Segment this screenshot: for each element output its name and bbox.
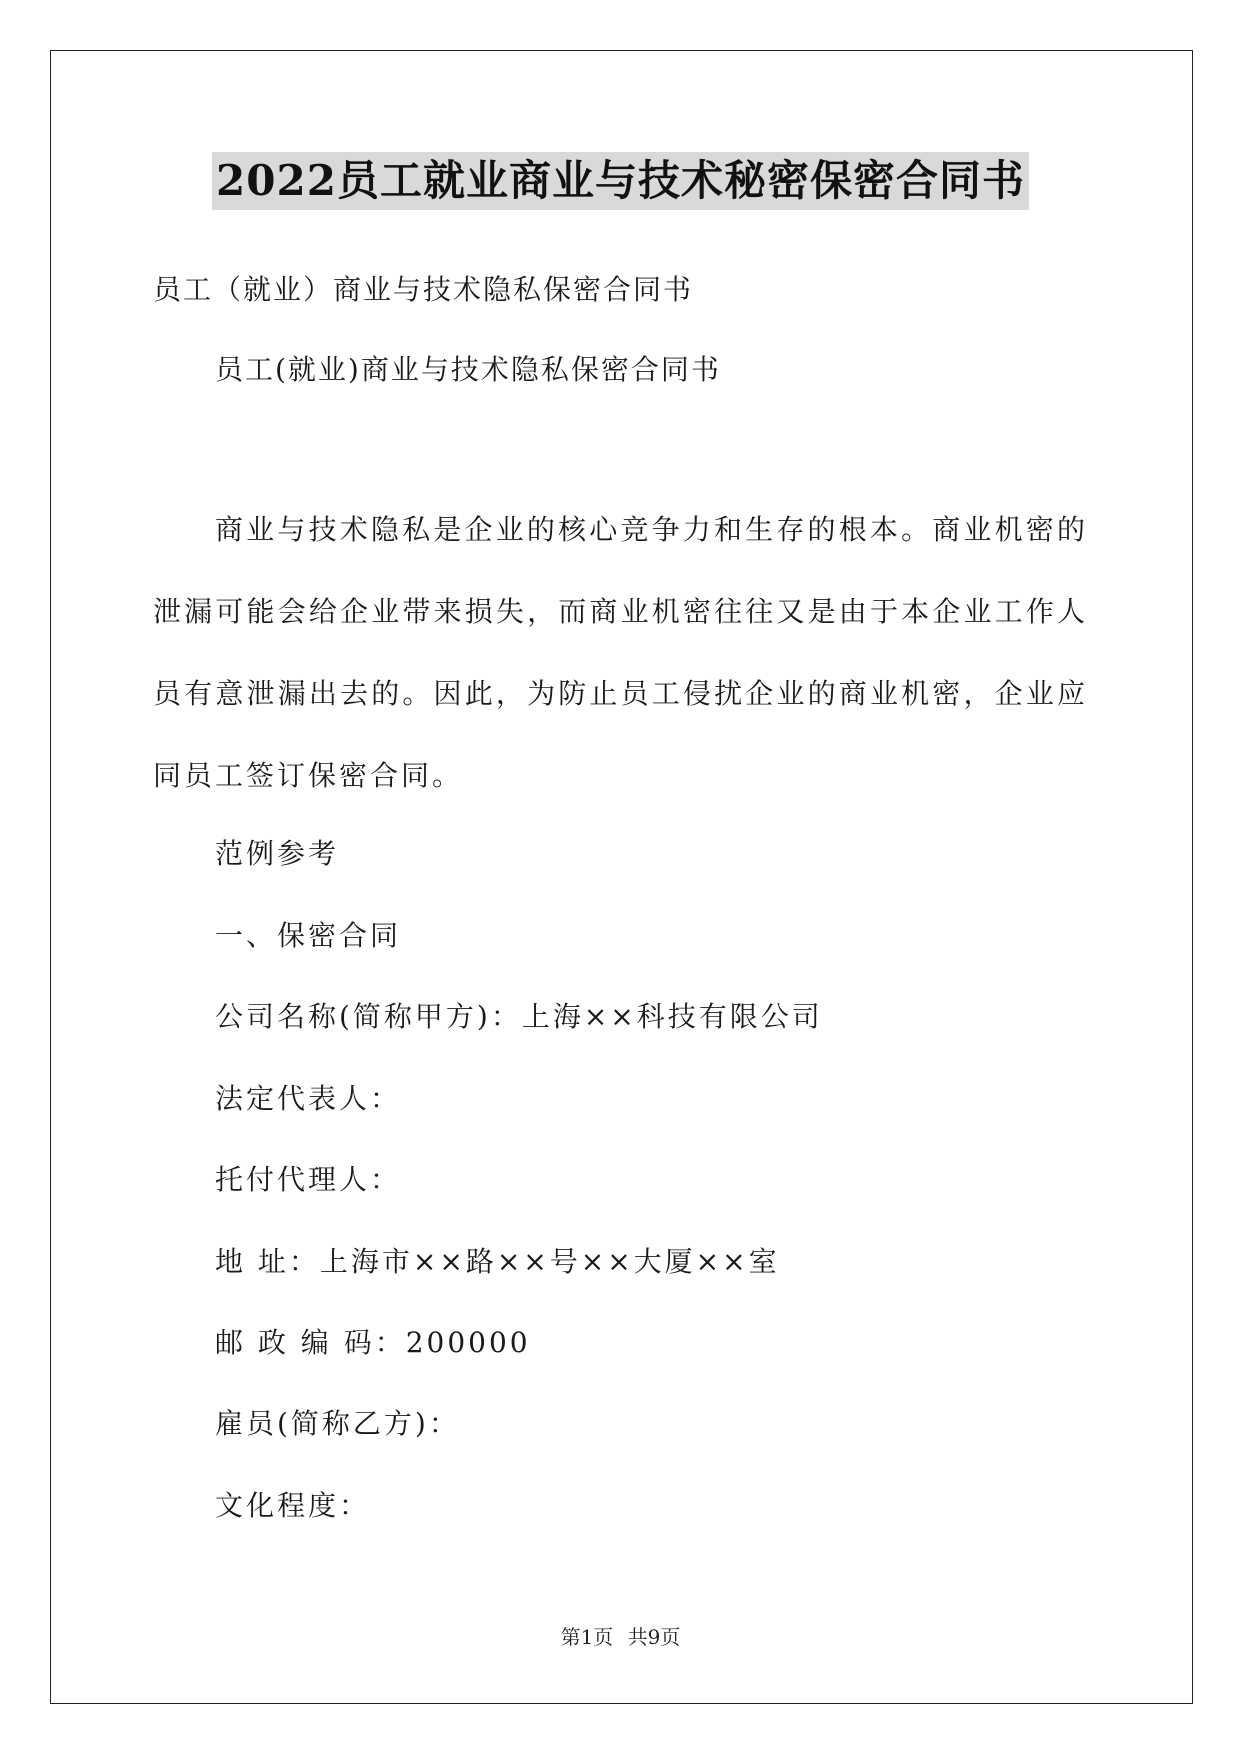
line-address: 地 址：上海市××路××号××大厦××室: [215, 1245, 780, 1278]
line-authorized-agent: 托付代理人：: [215, 1163, 402, 1196]
subtitle-2: 员工(就业)商业与技术隐私保密合同书: [215, 353, 721, 386]
line-postal-code: 邮 政 编 码：200000: [215, 1326, 531, 1359]
intro-paragraph: 商业与技术隐私是企业的核心竞争力和生存的根本。商业机密的泄漏可能会给企业带来损失，而商业机密往往又是由于本企业工作人员有意泄漏出去的。因此，为防止员工侵扰企业的商业机密，企业应同员工签订保密合同。: [153, 513, 1088, 792]
page-total: 共9页: [627, 1625, 681, 1649]
subtitle-1: 员工（就业）商业与技术隐私保密合同书: [153, 273, 694, 306]
line-education: 文化程度：: [215, 1489, 371, 1522]
line-legal-representative: 法定代表人：: [215, 1082, 402, 1115]
document-title: 2022员工就业商业与技术秘密保密合同书: [212, 152, 1029, 210]
line-company-name: 公司名称(简称甲方)：上海××科技有限公司: [215, 1000, 823, 1033]
page-number: 第1页: [560, 1625, 614, 1649]
title-wrap: [0, 152, 1241, 210]
line-example-reference: 范例参考: [215, 837, 340, 870]
line-employee: 雇员(简称乙方)：: [215, 1407, 460, 1440]
line-section-heading: 一、保密合同: [215, 919, 402, 952]
page-footer: [0, 1624, 1241, 1650]
